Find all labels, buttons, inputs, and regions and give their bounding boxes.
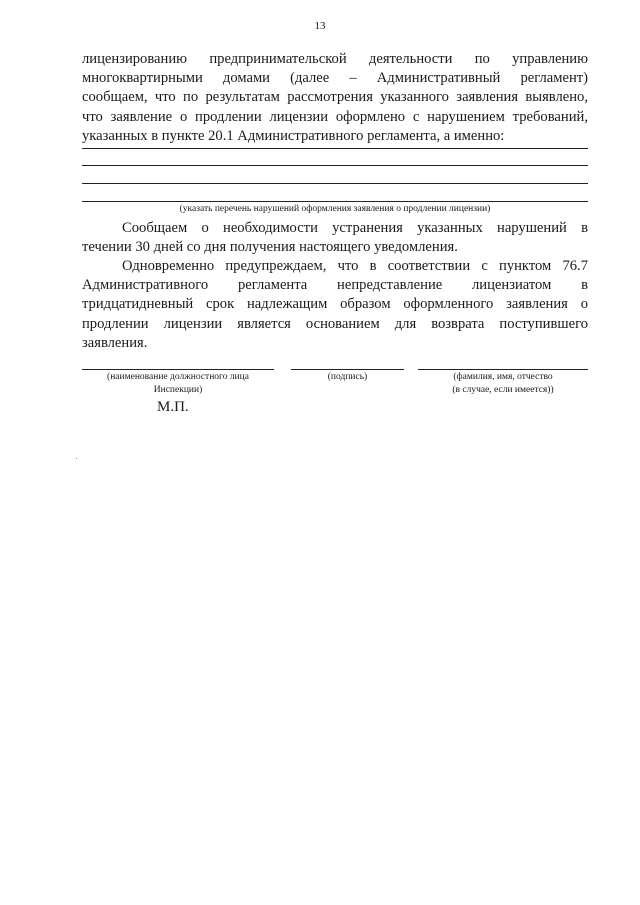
position-caption [82, 371, 274, 397]
text-line: Одновременно предупреждаем, что в соответствии с пунктом 76.7 [122, 258, 588, 274]
text-line: Административного регламента непредставление лицензиатом в [82, 277, 588, 294]
sign-signature-line [291, 369, 404, 370]
text-line: тридцатидневный срок надлежащим образом оформленного заявления о [82, 296, 588, 313]
caption-line: (в случае, если имеется)) [452, 385, 554, 395]
sign-caption: (подпись) [327, 372, 368, 382]
text-line: продлении лицензии является основанием для возврата поступившего [82, 315, 588, 332]
text-line: заявления. [82, 334, 148, 351]
stamp-label: М.П. [157, 399, 189, 415]
text-line: сообщаем, что по результатам рассмотрения указанного заявления выявлено, [82, 89, 588, 106]
violations-blank-line [82, 165, 588, 166]
position-signature-line [82, 369, 274, 370]
text-line: что заявление о продлении лицензии оформлено с нарушением требований, [82, 108, 588, 125]
violations-blank-line [82, 201, 588, 202]
caption-line: (наименование должностного лица [107, 372, 249, 382]
text-line: лицензированию предпринимательской деятельности по управлению [82, 51, 588, 67]
text-line: многоквартирными домами (далее – Административный регламент) [82, 70, 588, 87]
text-line: течении 30 дней со дня получения настоящего уведомления. [82, 239, 458, 256]
paragraph-warning [82, 257, 588, 353]
page-number: 13 [314, 20, 326, 32]
paragraph-deadline [82, 219, 588, 257]
violations-blank-line [82, 148, 588, 149]
name-signature-line [418, 369, 588, 370]
violations-caption: (указать перечень нарушений оформления заявления о продлении лицензии) [179, 204, 491, 214]
intro-paragraph [82, 50, 588, 146]
caption-line: Инспекции) [153, 385, 203, 395]
text-line: указанных в пункте 20.1 Административного регламента, а именно: [82, 127, 505, 144]
text-line: Сообщаем о необходимости устранения указанных нарушений в [122, 220, 588, 236]
scan-speck [76, 458, 77, 459]
violations-blank-line [82, 183, 588, 184]
name-caption [418, 371, 588, 397]
caption-line: (фамилия, имя, отчество [453, 372, 553, 382]
